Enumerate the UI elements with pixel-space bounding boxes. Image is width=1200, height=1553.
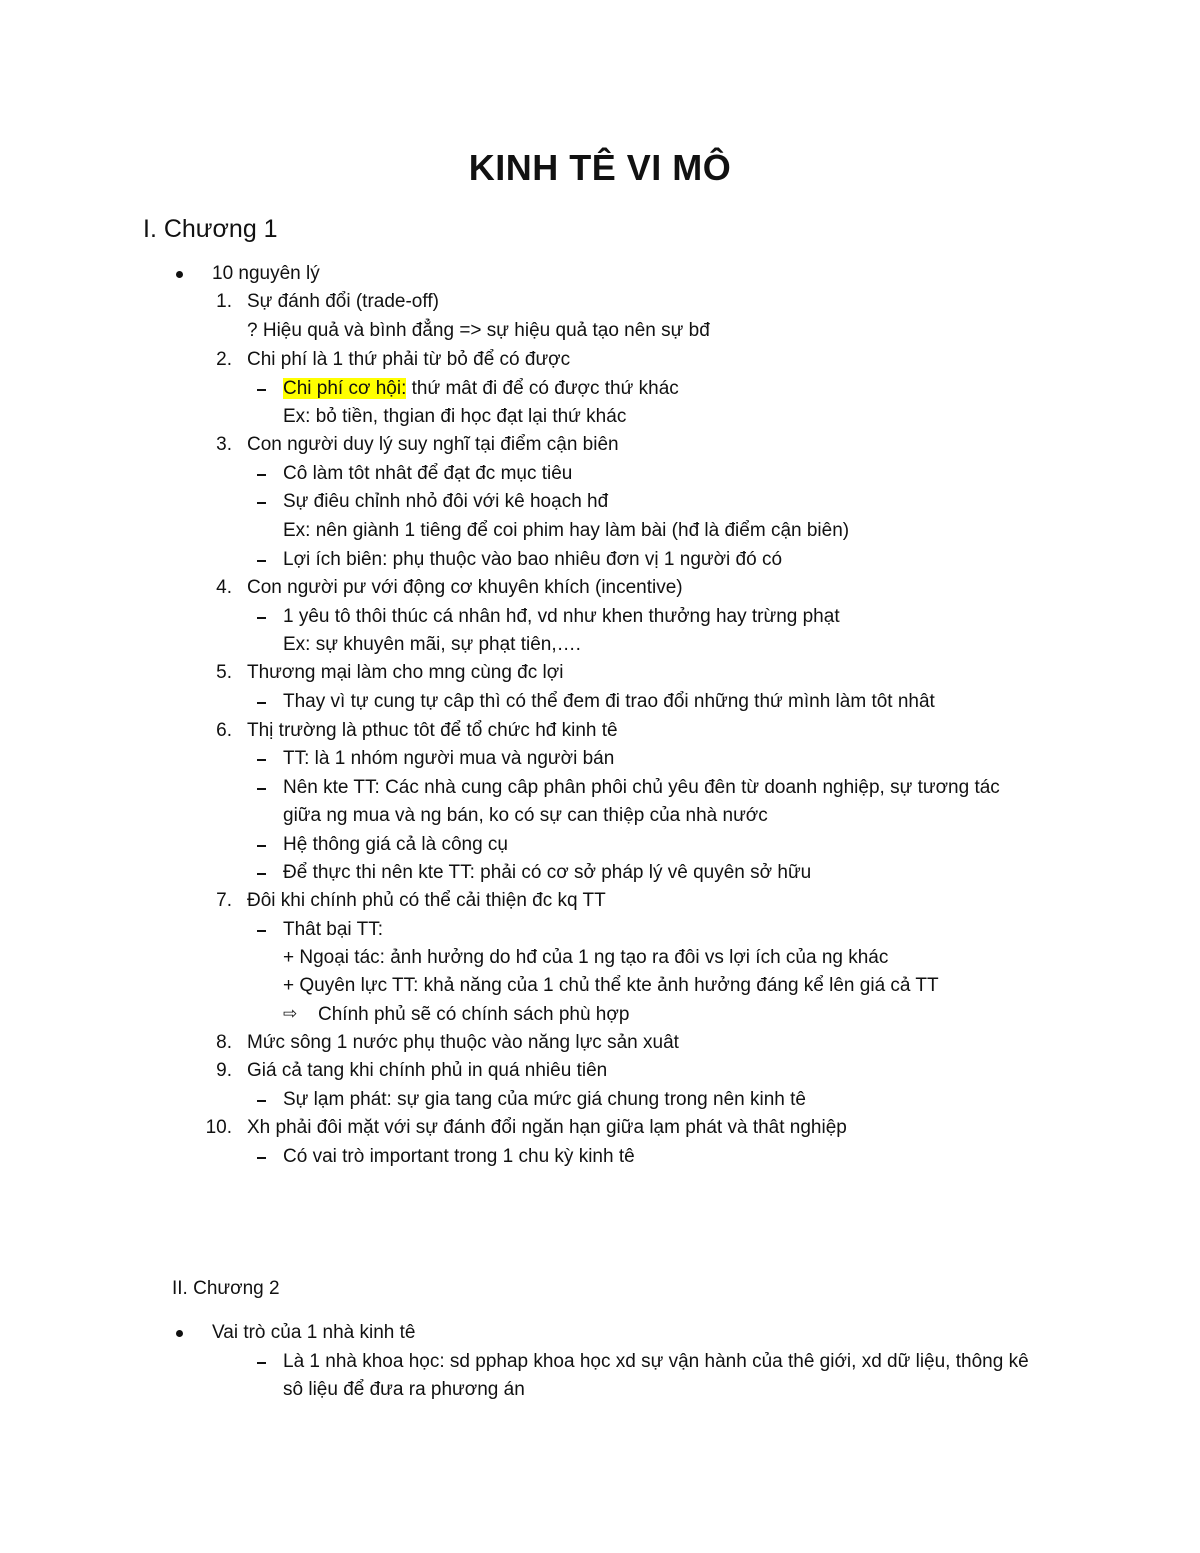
sub-item-example: Ex: bỏ tiền, thgian đi học đạt lại thứ khác — [283, 406, 627, 427]
item-number: 9. — [216, 1060, 232, 1081]
list-item-3: Con người duy lý suy nghĩ tại điểm cận biên — [247, 434, 619, 455]
sub-item: Sự điêu chỉnh nhỏ đôi với kê hoạch hđ — [283, 491, 609, 512]
dash-marker — [257, 930, 266, 932]
sub-item-externality: + Ngoại tác: ảnh hưởng do hđ của 1 ng tạo ra đôi vs lợi ích của ng khác — [283, 947, 889, 968]
sub-item: Lợi ích biên: phụ thuộc vào bao nhiêu đơn vị 1 người đó có — [283, 549, 783, 570]
sub-item: Hệ thông giá cả là công cụ — [283, 834, 508, 855]
item-number: 4. — [216, 577, 232, 598]
sub-item-continuation: giữa ng mua và ng bán, ko có sự can thiệp của nhà nước — [283, 805, 768, 826]
list-item-1-note: ? Hiệu quả và bình đẳng => sự hiệu quả tạo nên sự bđ — [247, 320, 710, 341]
bullet-item-principles: 10 nguyên lý — [212, 263, 320, 284]
bullet-dot — [176, 1330, 183, 1337]
item-number: 7. — [216, 890, 232, 911]
list-item-7: Đôi khi chính phủ có thể cải thiện đc kq TT — [247, 890, 606, 911]
item-number: 6. — [216, 720, 232, 741]
dash-marker — [257, 759, 266, 761]
sub-item-opportunity-cost: Chi phí cơ hội: thứ mât đi để có được thứ khác — [283, 378, 679, 399]
dash-marker — [257, 560, 266, 562]
list-item-10: Xh phải đôi mặt với sự đánh đổi ngăn hạn giữa lạm phát và thât nghiệp — [247, 1117, 847, 1138]
sub-item: Là 1 nhà khoa học: sd pphap khoa học xd sự vận hành của thê giới, xd dữ liệu, thông kê — [283, 1351, 1029, 1372]
sub-item-example: Ex: nên giành 1 tiêng để coi phim hay làm bài (hđ là điểm cận biên) — [283, 520, 850, 541]
chapter-1-heading: I. Chương 1 — [143, 215, 278, 243]
dash-marker — [257, 474, 266, 476]
document-title: KINH TÊ VI MÔ — [468, 147, 732, 188]
dash-marker — [257, 1100, 266, 1102]
item-number: 8. — [216, 1032, 232, 1053]
sub-item: Để thực thi nên kte TT: phải có cơ sở pháp lý vê quyên sở hữu — [283, 862, 812, 883]
item-number: 1. — [216, 291, 232, 312]
dash-marker — [257, 702, 266, 704]
dash-marker — [257, 1362, 266, 1364]
sub-item-example: Ex: sự khuyên mãi, sự phạt tiên,…. — [283, 634, 581, 655]
sub-item: Cô làm tôt nhât để đạt đc mục tiêu — [283, 463, 573, 484]
list-item-5: Thương mại làm cho mng cùng đc lợi — [247, 662, 564, 683]
bullet-dot — [176, 271, 183, 278]
sub-item-continuation: sô liệu để đưa ra phương án — [283, 1379, 525, 1400]
sub-item: TT: là 1 nhóm người mua và người bán — [283, 748, 615, 769]
list-item-4: Con người pư với động cơ khuyên khích (incentive) — [247, 577, 683, 598]
sub-item-conclusion: Chính phủ sẽ có chính sách phù hợp — [318, 1004, 630, 1025]
bullet-item-economist-role: Vai trò của 1 nhà kinh tê — [212, 1322, 416, 1343]
item-number: 5. — [216, 662, 232, 683]
item-number: 10. — [205, 1117, 232, 1138]
list-item-2: Chi phí là 1 thứ phải từ bỏ để có được — [247, 349, 571, 370]
sub-item: Thay vì tự cung tự câp thì có thể đem đi trao đổi những thứ mình làm tôt nhât — [283, 691, 935, 712]
list-item-8: Mức sông 1 nước phụ thuộc vào năng lực sản xuât — [247, 1032, 679, 1053]
chapter-2-heading: II. Chương 2 — [172, 1278, 280, 1299]
dash-marker — [257, 845, 266, 847]
item-number: 3. — [216, 434, 232, 455]
dash-marker — [257, 502, 266, 504]
sub-item: Thât bại TT: — [283, 919, 383, 940]
dash-marker — [257, 1157, 266, 1159]
sub-item: Có vai trò important trong 1 chu kỳ kinh tê — [283, 1146, 635, 1167]
list-item-1: Sự đánh đổi (trade-off) — [247, 291, 439, 312]
dash-marker — [257, 617, 266, 619]
list-item-6: Thị trường là pthuc tôt để tổ chức hđ kinh tê — [247, 720, 618, 741]
arrow-right-icon: ⇨ — [283, 1004, 298, 1023]
dash-marker — [257, 788, 266, 790]
dash-marker — [257, 389, 266, 391]
list-item-9: Giá cả tang khi chính phủ in quá nhiêu tiên — [247, 1060, 608, 1081]
sub-item: 1 yêu tô thôi thúc cá nhân hđ, vd như khen thưởng hay trừng phạt — [283, 606, 840, 627]
highlighted-term: Chi phí cơ hội: — [283, 378, 407, 399]
dash-marker — [257, 873, 266, 875]
sub-item: Sự lạm phát: sự gia tang của mức giá chung trong nên kinh tê — [283, 1089, 806, 1110]
sub-item-market-power: + Quyên lực TT: khả năng của 1 chủ thể kte ảnh hưởng đáng kể lên giá cả TT — [283, 975, 939, 996]
item-number: 2. — [216, 349, 232, 370]
sub-item: Nên kte TT: Các nhà cung câp phân phôi chủ yêu đên từ doanh nghiệp, sự tương tác — [283, 777, 1000, 798]
